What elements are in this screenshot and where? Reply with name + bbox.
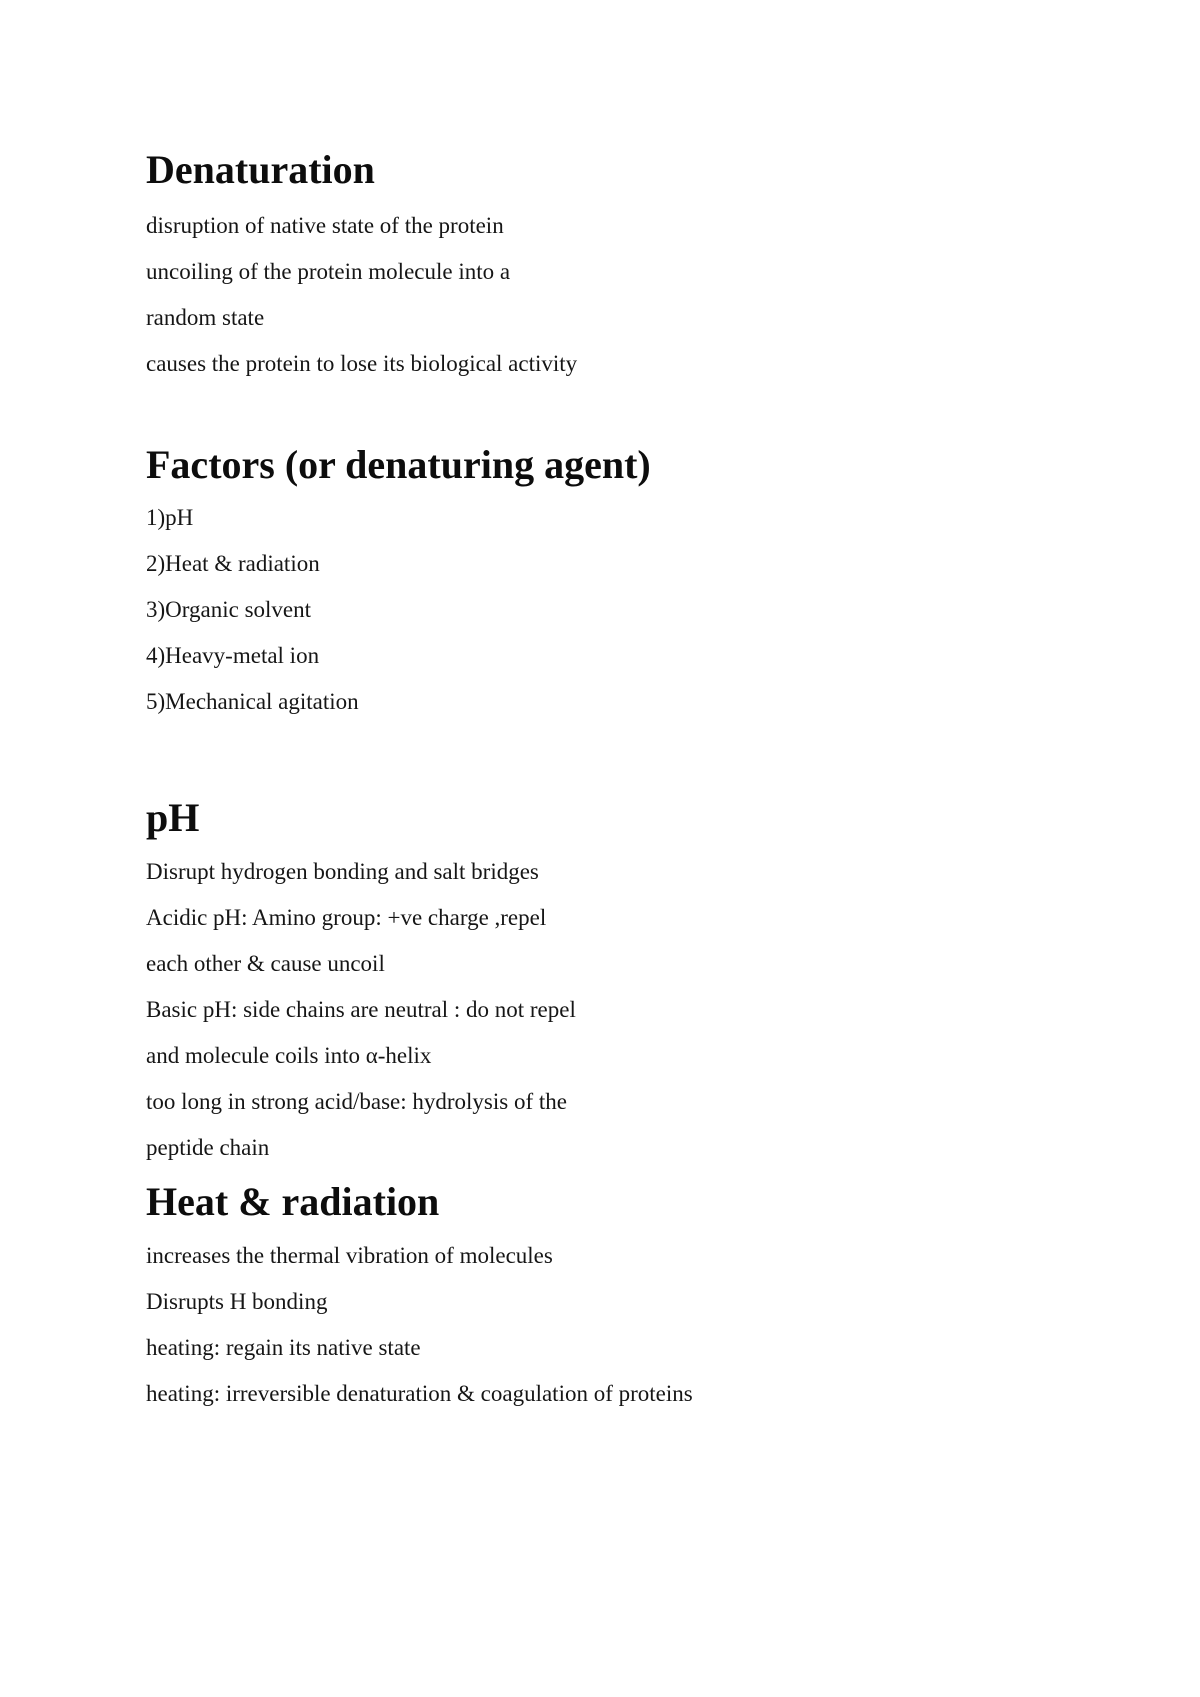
text-line: heating: regain its native state <box>146 1335 421 1360</box>
text-line: causes the protein to lose its biological activity <box>146 351 578 376</box>
text-line: and molecule coils into α-helix <box>146 1043 432 1068</box>
list-item: 5)Mechanical agitation <box>146 689 359 714</box>
section-heading-denaturation: Denaturation <box>146 147 375 192</box>
text-line: heating: irreversible denaturation & coagulation of proteins <box>146 1381 693 1406</box>
text-line: Disrupt hydrogen bonding and salt bridges <box>146 859 539 884</box>
text-line: increases the thermal vibration of molecules <box>146 1243 553 1268</box>
text-line: Disrupts H bonding <box>146 1289 328 1314</box>
section-heading-factors: Factors (or denaturing agent) <box>146 442 651 487</box>
text-line: uncoiling of the protein molecule into a <box>146 259 511 284</box>
list-item: 3)Organic solvent <box>146 597 312 622</box>
section-heading-heat-radiation: Heat & radiation <box>146 1179 440 1224</box>
text-line: each other & cause uncoil <box>146 951 385 976</box>
text-line: random state <box>146 305 265 330</box>
list-item: 2)Heat & radiation <box>146 551 320 576</box>
text-line: disruption of native state of the protein <box>146 213 504 238</box>
text-line: peptide chain <box>146 1135 270 1160</box>
text-line: Acidic pH: Amino group: +ve charge ,repel <box>146 905 547 930</box>
list-item: 4)Heavy-metal ion <box>146 643 320 668</box>
list-item: 1)pH <box>146 505 194 530</box>
text-line: Basic pH: side chains are neutral : do not repel <box>146 997 576 1022</box>
text-line: too long in strong acid/base: hydrolysis of the <box>146 1089 567 1114</box>
section-heading-ph: pH <box>146 795 200 840</box>
